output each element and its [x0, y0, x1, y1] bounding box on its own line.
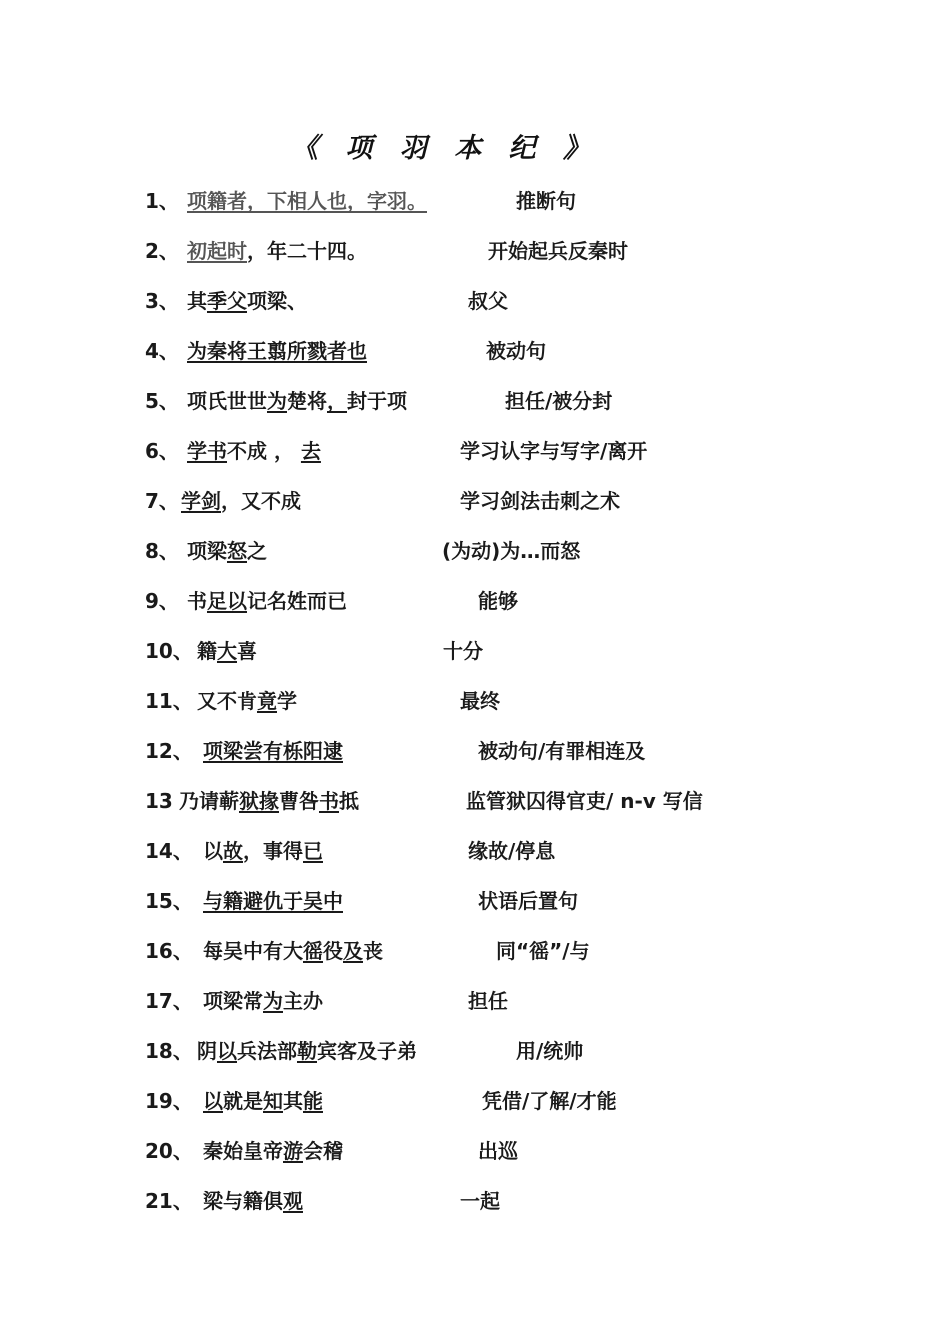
item-answer: 推断句	[516, 189, 576, 213]
list-item	[145, 636, 257, 666]
item-number: 7、	[145, 489, 179, 513]
item-answer: 缘故/停息	[468, 839, 556, 863]
list-item	[145, 886, 343, 916]
item-sentence: 项梁尝有栎阳逮	[203, 739, 343, 763]
item-sentence: 项梁怒之	[187, 539, 267, 563]
list-item	[145, 386, 407, 416]
item-answer: 学习认字与写字/离开	[460, 439, 648, 463]
item-sentence: 阴以兵法部勒宾客及子弟	[197, 1039, 417, 1063]
item-sentence: 项氏世世为楚将，封于项	[187, 389, 407, 413]
item-number: 15、	[145, 889, 193, 913]
item-number: 5、	[145, 389, 179, 413]
item-sentence: 籍大喜	[197, 639, 257, 663]
item-number: 4、	[145, 339, 179, 363]
item-number: 2、	[145, 239, 179, 263]
list-item	[145, 436, 321, 466]
list-item	[145, 736, 343, 766]
item-number: 11、	[145, 689, 193, 713]
list-item	[145, 286, 307, 316]
item-number: 19、	[145, 1089, 193, 1113]
item-number: 8、	[145, 539, 179, 563]
item-answer: 学习剑法击刺之术	[460, 489, 620, 513]
item-answer: 状语后置句	[478, 889, 578, 913]
page-title: 《 项 羽 本 纪 》	[291, 133, 599, 164]
item-answer: 监管狱囚得官吏/ n-v 写信	[466, 789, 703, 813]
list-item	[145, 536, 267, 566]
list-item	[145, 186, 427, 216]
item-number: 21、	[145, 1189, 193, 1213]
item-number: 18、	[145, 1039, 193, 1063]
item-number: 3、	[145, 289, 179, 313]
item-sentence: 与籍避仇于吴中	[203, 889, 343, 913]
item-answer: 开始起兵反秦时	[488, 239, 628, 263]
item-number: 12、	[145, 739, 193, 763]
item-answer: 出巡	[478, 1139, 518, 1163]
item-number: 16、	[145, 939, 193, 963]
item-number: 1、	[145, 189, 179, 213]
item-answer: 十分	[443, 639, 483, 663]
item-number: 10、	[145, 639, 193, 663]
item-sentence: 其季父项梁、	[187, 289, 307, 313]
item-answer: 同“徭”/与	[496, 939, 590, 963]
list-item	[145, 986, 323, 1016]
item-answer: 被动句	[486, 339, 546, 363]
item-sentence: 梁与籍俱观	[203, 1189, 303, 1213]
item-sentence: 乃请蕲狱掾曹咎书抵	[179, 789, 359, 813]
item-answer: 被动句/有罪相连及	[478, 739, 646, 763]
item-number: 6、	[145, 439, 179, 463]
list-item	[145, 1136, 343, 1166]
item-number: 20、	[145, 1139, 193, 1163]
item-number: 9、	[145, 589, 179, 613]
list-item	[145, 1186, 303, 1216]
list-item	[145, 786, 359, 816]
item-answer: 用/统帅	[516, 1039, 584, 1063]
item-sentence: 初起时，年二十四。	[187, 239, 367, 263]
item-answer: 担任	[468, 989, 508, 1013]
item-sentence: 项籍者，下相人也，字羽。	[187, 189, 427, 213]
item-sentence: 秦始皇帝游会稽	[203, 1139, 343, 1163]
item-sentence: 为秦将王翦所戮者也	[187, 339, 367, 363]
list-item	[145, 486, 301, 516]
item-sentence: 每吴中有大徭役及丧	[203, 939, 383, 963]
list-item	[145, 836, 323, 866]
item-answer: 叔父	[468, 289, 508, 313]
item-sentence: 书足以记名姓而已	[187, 589, 347, 613]
list-item	[145, 1036, 417, 1066]
item-answer: 凭借/了解/才能	[482, 1089, 617, 1113]
item-sentence: 学书不成 ， 去	[187, 439, 321, 463]
item-sentence: 项梁常为主办	[203, 989, 323, 1013]
item-sentence: 又不肯竟学	[197, 689, 297, 713]
item-sentence: 以就是知其能	[203, 1089, 323, 1113]
list-item	[145, 586, 347, 616]
list-item	[145, 336, 367, 366]
list-item	[145, 1086, 323, 1116]
item-answer: 最终	[460, 689, 500, 713]
item-sentence: 以故，事得已	[203, 839, 323, 863]
item-answer: (为动)为…而怒	[442, 539, 581, 563]
item-answer: 能够	[478, 589, 518, 613]
list-item	[145, 936, 383, 966]
item-number: 17、	[145, 989, 193, 1013]
item-number: 14、	[145, 839, 193, 863]
list-item	[145, 236, 367, 266]
item-sentence: 学剑，又不成	[181, 489, 301, 513]
item-answer: 一起	[460, 1189, 500, 1213]
list-item	[145, 686, 297, 716]
item-answer: 担任/被分封	[505, 389, 613, 413]
item-number: 13	[145, 789, 173, 813]
